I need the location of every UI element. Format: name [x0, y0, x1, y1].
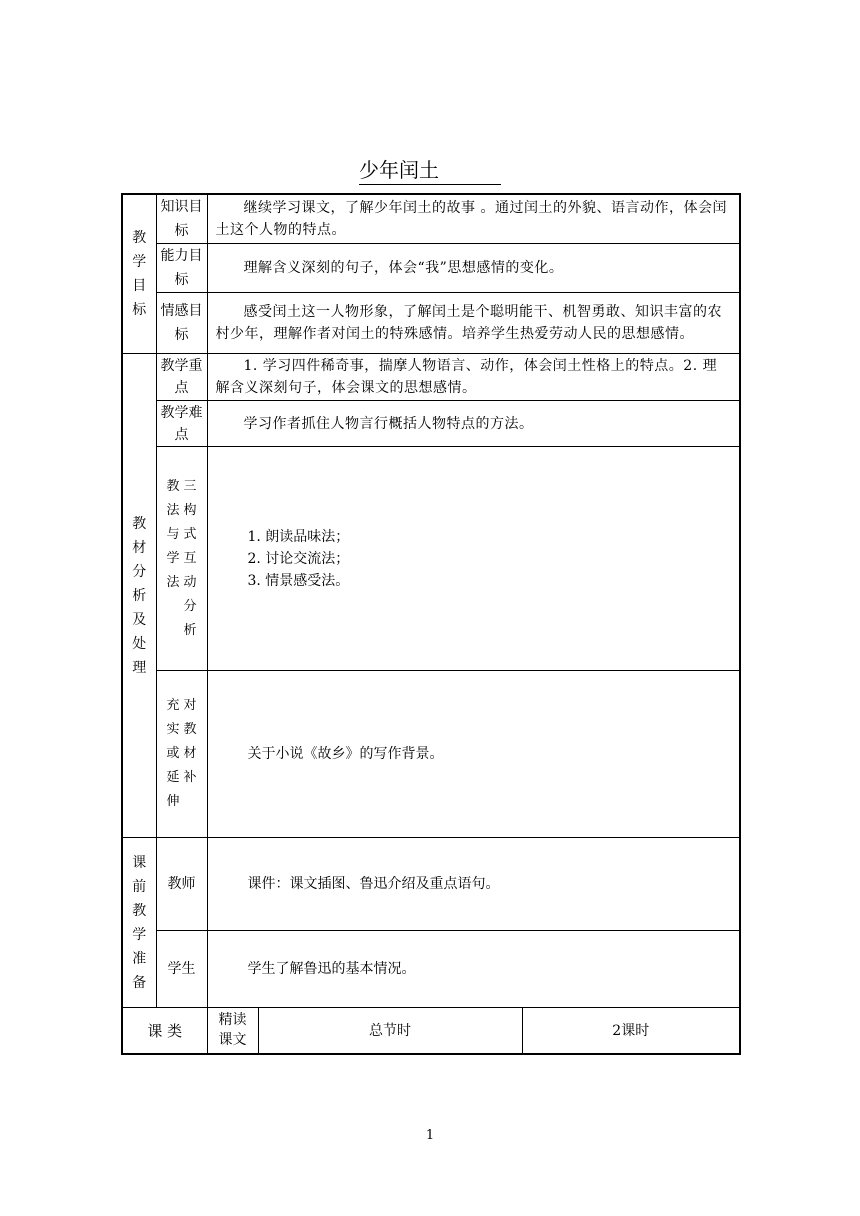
- vchar: [123, 851, 156, 995]
- label-char: 教: [166, 478, 180, 494]
- goal-label-knowledge: 知识目标: [156, 194, 207, 244]
- goal-text-ability: 理解含义深刻的句子，体会“我”思想感情的变化。: [207, 244, 740, 293]
- label-char: 教: [183, 722, 197, 737]
- label-char: 析: [132, 587, 147, 604]
- label-char: 延: [166, 770, 180, 785]
- label-char: 互: [183, 550, 197, 566]
- method-item: 1. 朗读品味法；: [247, 528, 350, 545]
- label-char: 分: [132, 563, 147, 580]
- label-char: 教: [132, 230, 147, 246]
- student-prep-text: 学生了解鲁迅的基本情况。: [207, 931, 740, 1008]
- label-char: 教: [132, 515, 147, 532]
- page-number: 1: [425, 1128, 435, 1143]
- teacher-prep-row: [122, 838, 740, 931]
- method-label-col2: [184, 475, 197, 643]
- label-char: 理: [132, 659, 147, 676]
- label-char: 课: [132, 854, 147, 871]
- difficulty-label: 教学难点: [156, 401, 207, 447]
- goal-label-ability: 能力目标: [156, 244, 207, 293]
- goal-text-knowledge: 继续学习课文，了解少年闰土的故事 。通过闰土的外貌、语言动作，体会闰土这个人物的特点。: [207, 194, 740, 244]
- vchar: [123, 512, 156, 680]
- teacher-prep-text: 课件：课文插图、鲁迅介绍及重点语句。: [207, 838, 740, 931]
- label-char: 学: [132, 926, 147, 943]
- key-point-label: 教学重点: [156, 354, 207, 401]
- supplement-label-col2: [184, 694, 197, 814]
- label-char: 材: [183, 746, 197, 761]
- prep-section-label: [122, 838, 156, 1008]
- goal-row-ability: [122, 244, 740, 293]
- supplement-label: [156, 671, 207, 838]
- analysis-section-label: [122, 354, 156, 838]
- label-char: 构: [183, 502, 197, 518]
- supplement-text: 关于小说《故乡》的写作背景。: [207, 671, 740, 838]
- label-char: 式: [183, 526, 197, 542]
- supplement-label-col1: [166, 694, 179, 814]
- label-char: 充: [166, 698, 180, 713]
- key-point-row: [122, 354, 740, 401]
- lesson-type-line: 精读: [218, 1012, 247, 1029]
- label-char: 实: [166, 722, 180, 737]
- label-char: 与: [166, 526, 180, 542]
- label-char: 准: [132, 950, 147, 967]
- label-char: 学: [167, 961, 182, 977]
- teacher-label: [156, 838, 207, 931]
- student-prep-row: [122, 931, 740, 1008]
- lesson-plan-table: [121, 193, 741, 1055]
- label-char: 学: [166, 550, 180, 566]
- label-char: 补: [183, 770, 197, 785]
- page-title: 少年闰土: [0, 156, 860, 185]
- student-label: [156, 931, 207, 1008]
- label-char: 师: [181, 876, 196, 892]
- total-periods-label: 总节时: [258, 1008, 522, 1054]
- difficulty-text: 学习作者抓住人物言行概括人物特点的方法。: [207, 401, 740, 447]
- label-char: 析: [183, 622, 197, 638]
- label-char: 法: [166, 574, 180, 590]
- goals-section-label: [122, 194, 156, 354]
- label-char: 材: [132, 539, 147, 556]
- label-char: 三: [183, 478, 197, 494]
- method-row: [122, 447, 740, 671]
- lesson-type-value: [207, 1008, 258, 1054]
- method-item: 3. 情景感受法。: [247, 572, 350, 589]
- label-char: 或: [166, 746, 180, 761]
- goal-label-emotion: 情感目标: [156, 293, 207, 354]
- label-char: 动: [183, 574, 197, 590]
- label-char: 教: [132, 902, 147, 919]
- difficulty-row: [122, 401, 740, 447]
- goal-text-emotion: 感受闰土这一人物形象，了解闰土是个聪明能干、机智勇敢、知识丰富的农村少年，理解作者对闰土的特殊感情。培养学生热爱劳动人民的思想感情。: [207, 293, 740, 354]
- label-char: 标: [132, 302, 147, 318]
- goal-row-emotion: [122, 293, 740, 354]
- label-char: 伸: [166, 794, 180, 809]
- label-char: 生: [181, 961, 196, 977]
- label-char: 学: [132, 254, 147, 270]
- method-label-col1: [166, 475, 179, 643]
- label-char: 处: [132, 635, 147, 652]
- lesson-type-label: 课 类: [122, 1008, 207, 1054]
- supplement-row: [122, 671, 740, 838]
- label-char: 教: [167, 876, 182, 892]
- label-char: 前: [132, 878, 147, 895]
- method-list: [207, 447, 740, 671]
- method-item: 2. 讨论交流法；: [247, 550, 350, 567]
- label-char: 及: [132, 611, 147, 628]
- key-point-text: 1. 学习四件稀奇事，揣摩人物语言、动作，体会闰土性格上的特点。2. 理解含义深刻句子，体会课文的思想感情。: [207, 354, 740, 401]
- label-char: 分: [183, 598, 197, 614]
- method-label: [156, 447, 207, 671]
- total-periods-value: 2课时: [522, 1008, 740, 1054]
- vchar: [123, 226, 156, 322]
- lesson-type-row: [122, 1008, 740, 1054]
- label-char: 目: [132, 278, 147, 294]
- label-char: 对: [183, 698, 197, 713]
- goal-row-knowledge: [122, 194, 740, 244]
- lesson-type-line: 课文: [218, 1032, 247, 1049]
- label-char: 法: [166, 502, 180, 518]
- label-char: 备: [132, 974, 147, 991]
